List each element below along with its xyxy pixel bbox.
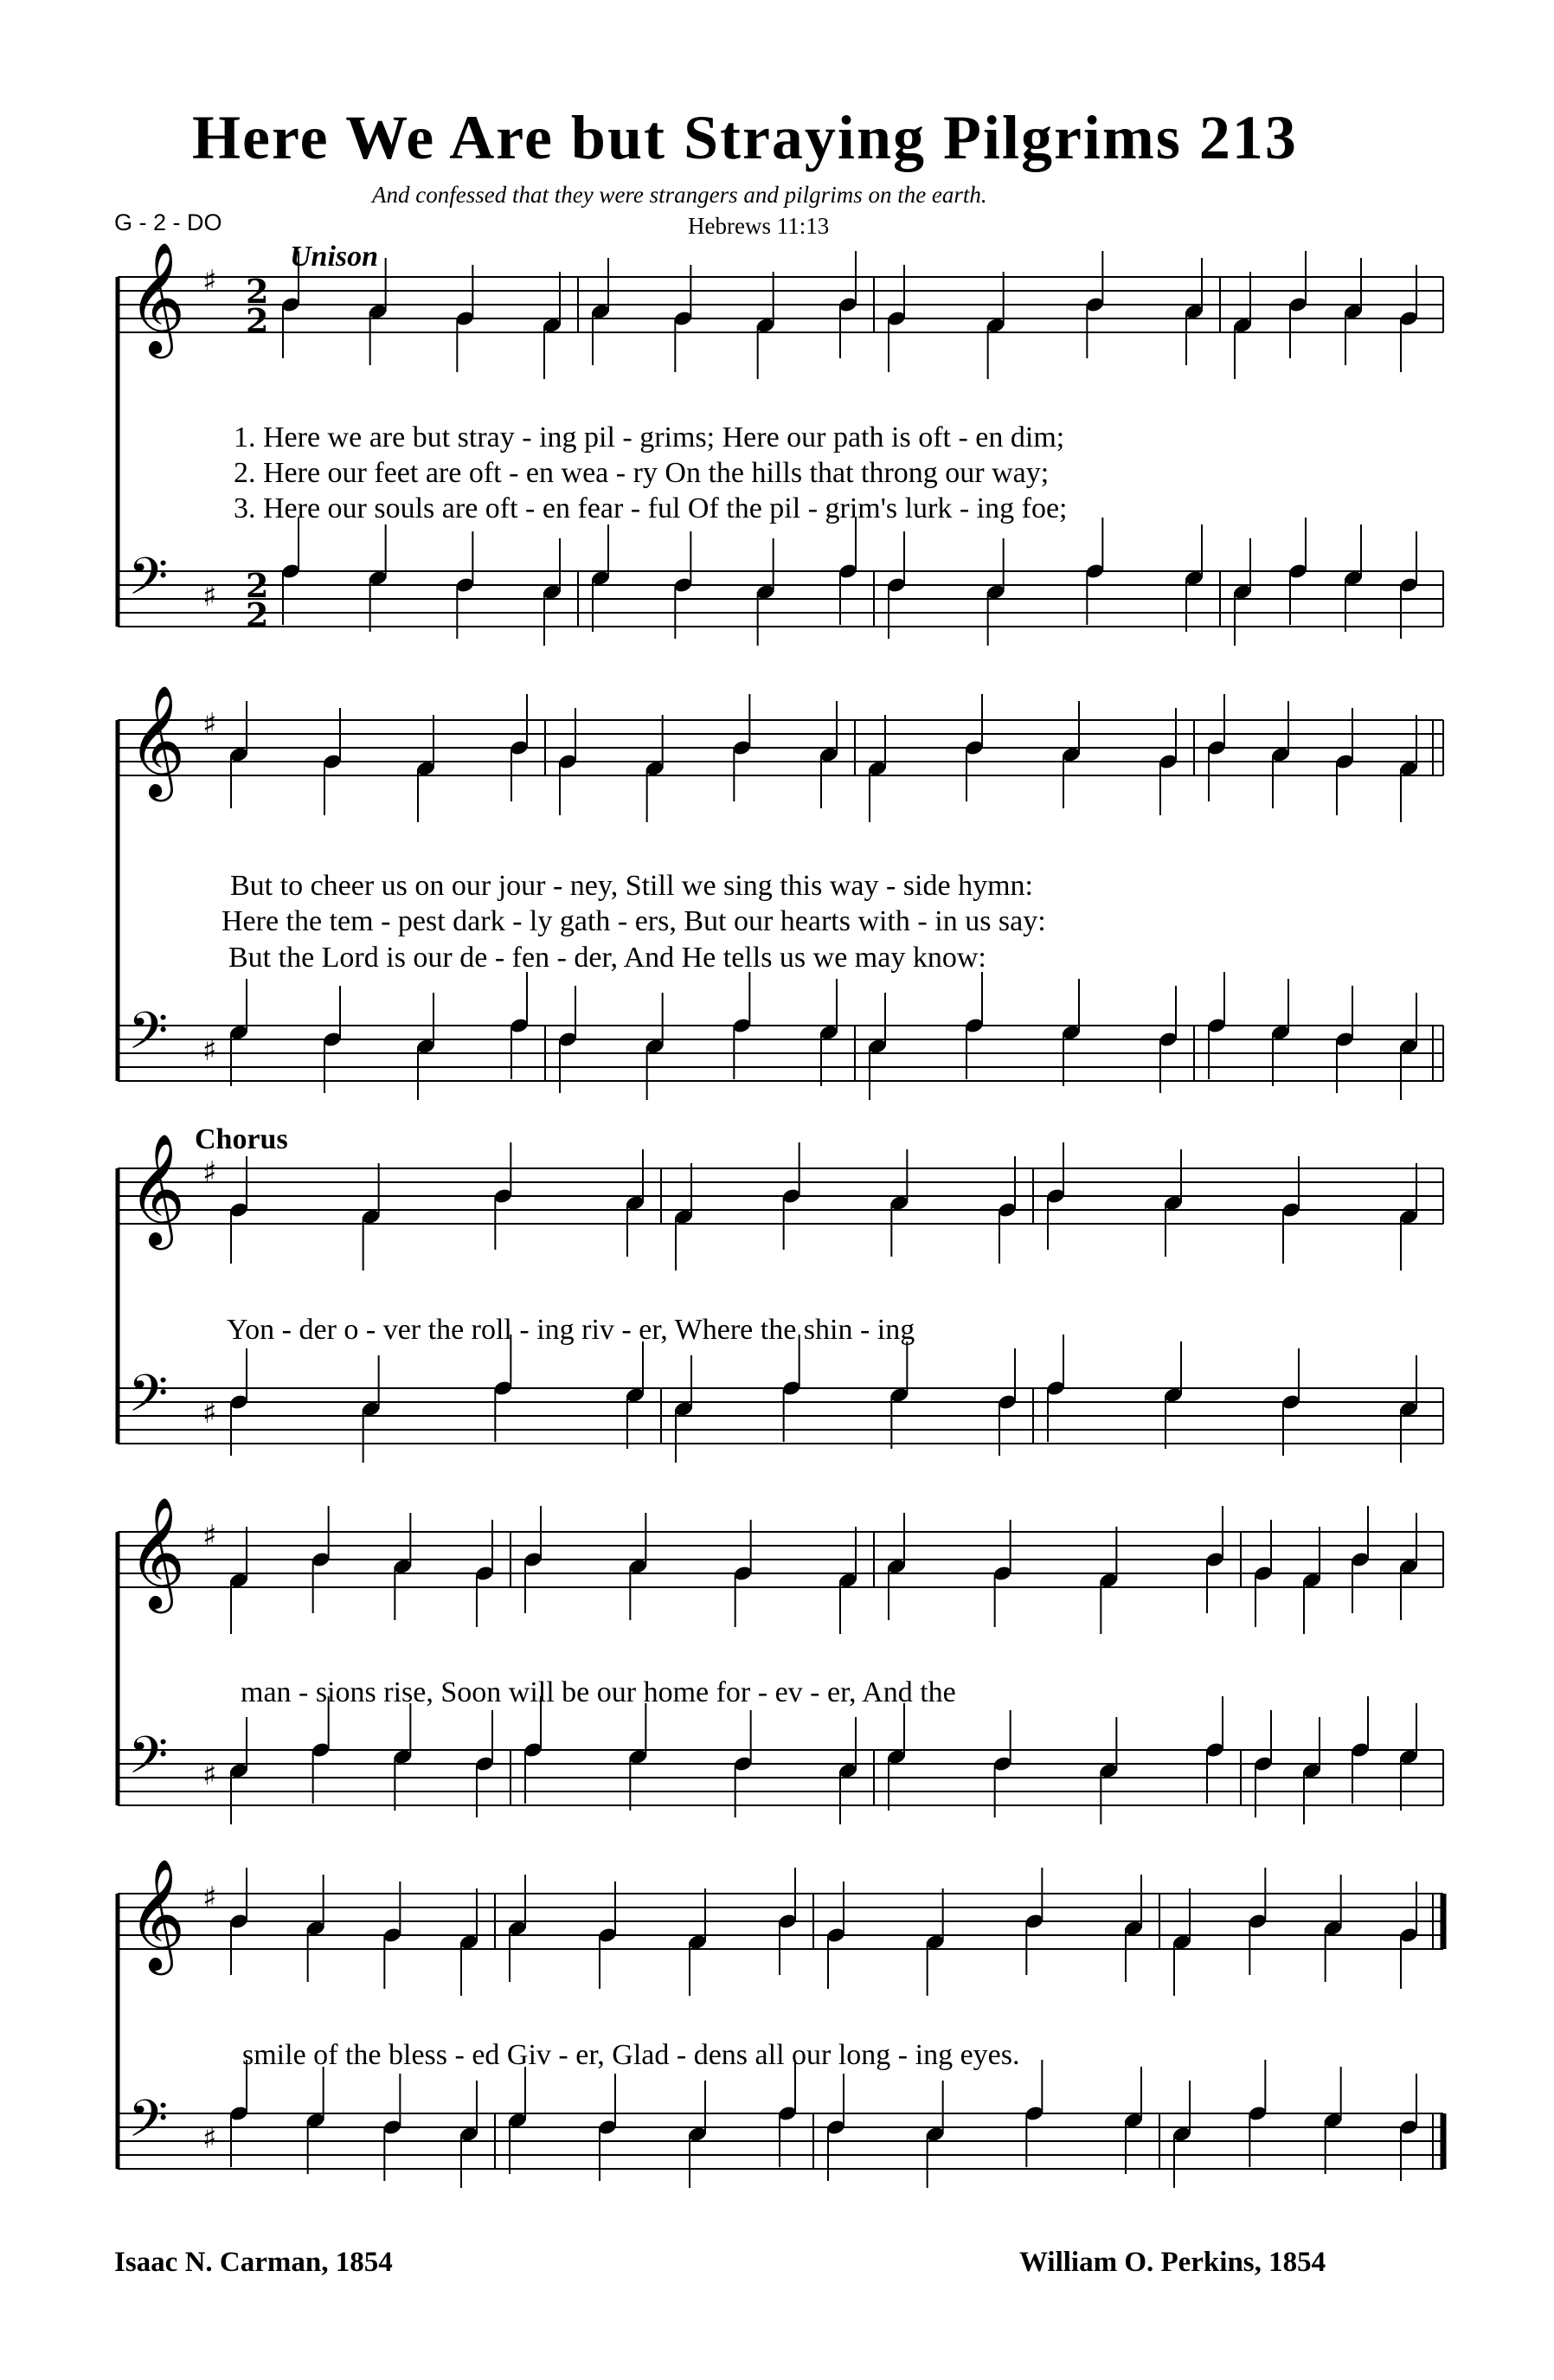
music-credit: William O. Perkins, 1854 <box>1019 2247 1326 2278</box>
time-signature-bottom: 2 <box>246 301 269 340</box>
bass-clef: 𝄢 <box>128 546 169 619</box>
key-signature-sharp: ♯ <box>202 1155 217 1190</box>
key-signature-sharp: ♯ <box>202 264 217 299</box>
time-signature-top: 2 <box>246 566 269 605</box>
lyric-line-s5: smile of the bless - ed Giv - er, Glad - dens all our long - ing eyes. <box>242 2039 1020 2071</box>
key-signature-sharp: ♯ <box>202 2121 217 2156</box>
treble-clef: 𝄞 <box>128 685 186 797</box>
hymn-title: Here We Are but Straying Pilgrims 213 <box>192 103 1298 172</box>
bass-clef: 𝄢 <box>128 1000 169 1073</box>
treble-clef: 𝄞 <box>128 241 186 354</box>
treble-clef: 𝄞 <box>128 1133 186 1245</box>
time-signature-bottom: 2 <box>246 595 269 634</box>
lyric-line-s1-v2: 2. Here our feet are oft - en wea - ry On the hills that throng our way; <box>234 457 1050 489</box>
bass-clef: 𝄢 <box>128 1725 169 1798</box>
bass-clef: 𝄢 <box>128 1363 169 1436</box>
key-signature-sharp: ♯ <box>202 1881 217 1915</box>
key-signature-sharp: ♯ <box>202 579 217 614</box>
key-signature-sharp: ♯ <box>202 1396 217 1431</box>
scripture-reference: Hebrews 11:13 <box>688 213 830 239</box>
key-signature-sharp: ♯ <box>202 1758 217 1792</box>
time-signature-top: 2 <box>246 272 269 311</box>
lyric-line-s3: Yon - der o - ver the roll - ing riv - er, Where the shin - ing <box>227 1314 915 1346</box>
treble-clef: 𝄞 <box>128 1496 186 1609</box>
unison-marking: Unison <box>290 241 379 273</box>
lyric-line-s4: man - sions rise, Soon will be our home for - ev - er, And the <box>241 1676 956 1708</box>
lyric-line-s2-v2: Here the tem - pest dark - ly gath - ers, But our hearts with - in us say: <box>222 905 1046 937</box>
treble-clef: 𝄞 <box>128 1858 186 1971</box>
lyric-line-s2-v1: But to cheer us on our jour - ney, Still we sing this way - side hymn: <box>230 870 1033 902</box>
bass-clef: 𝄢 <box>128 2088 169 2161</box>
chorus-marking: Chorus <box>195 1123 288 1155</box>
key-signature-sharp: ♯ <box>202 1033 217 1068</box>
scripture-quote: And confessed that they were strangers and pilgrims on the earth. <box>372 182 987 208</box>
key-signature-sharp: ♯ <box>202 1519 217 1553</box>
tune-code: G - 2 - DO <box>114 209 222 235</box>
key-signature-sharp: ♯ <box>202 707 217 742</box>
words-credit: Isaac N. Carman, 1854 <box>114 2247 393 2278</box>
lyric-line-s1-v1: 1. Here we are but stray - ing pil - grims; Here our path is oft - en dim; <box>234 421 1065 453</box>
lyric-line-s2-v3: But the Lord is our de - fen - der, And He tells us we may know: <box>228 942 986 974</box>
lyric-line-s1-v3: 3. Here our souls are oft - en fear - ful Of the pil - grim's lurk - ing foe; <box>234 492 1068 524</box>
